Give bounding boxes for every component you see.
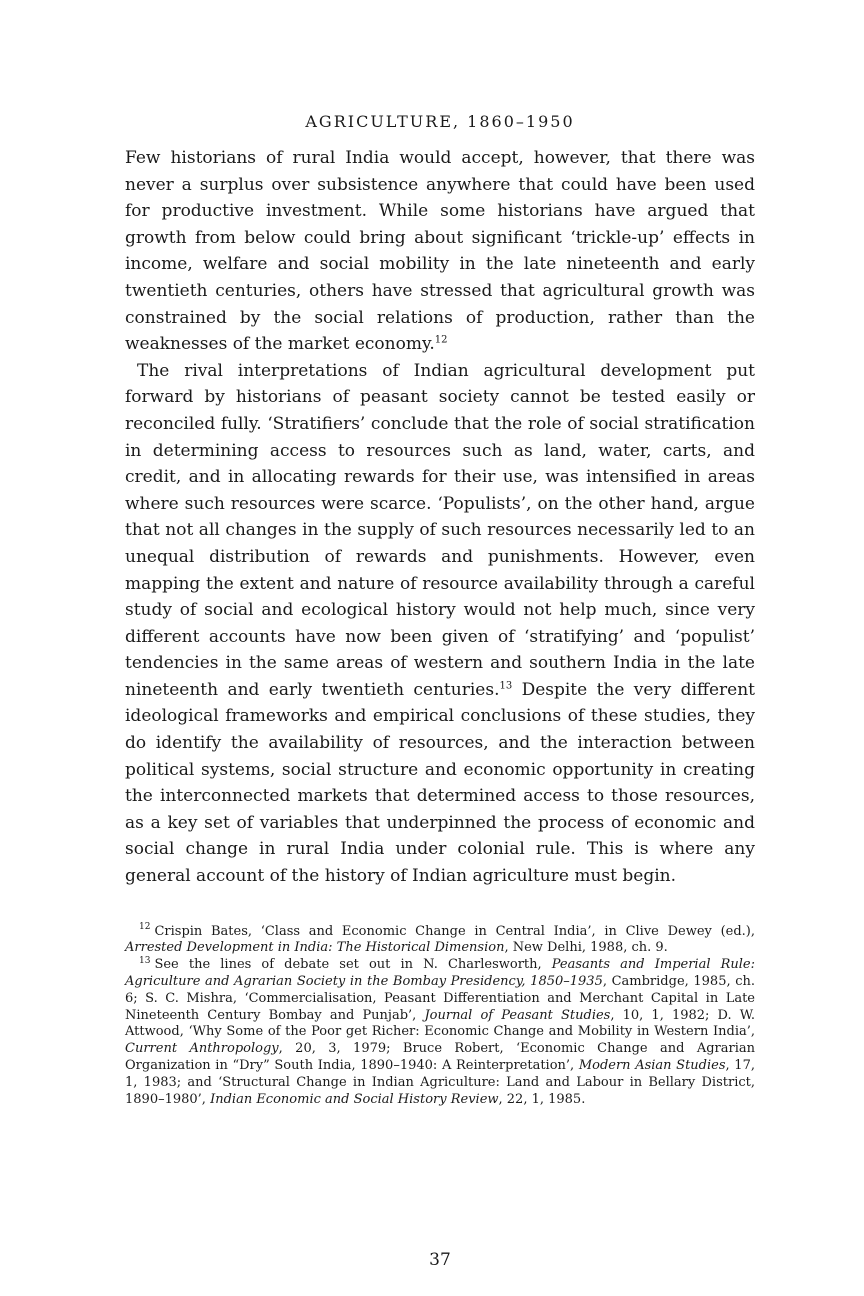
page [125, 112, 755, 1108]
footnote-title: Peasants and Imperial Rule: Agriculture and Agrarian Society in the Bombay Presidency, 1850–1935 [125, 957, 755, 990]
body-text [125, 145, 755, 890]
footnote-title: Indian Economic and Social History Review [210, 1091, 499, 1107]
paragraph-1-text: Few historians of rural India would accept, however, that there was never a surplus over subsistence anywhere that could have been used for productive investment. While some historians have argued that growth from below could bring about significant ‘trickle-up’ effects in income, welfare and social mobility in the late nineteenth and early twentieth centuries, others have stressed that agricultural growth was constrained by the social relations of production, rather than the weaknesses of the market economy. [125, 148, 755, 355]
paragraph-2 [125, 358, 755, 890]
paragraph-1 [125, 145, 755, 358]
footnote-12-number: 12 [139, 922, 151, 933]
note-ref-13[interactable]: 13 [499, 680, 513, 692]
footnote-title: Modern Asian Studies [578, 1058, 726, 1073]
footnote-text: See the lines of debate set out in N. Charlesworth, [154, 957, 552, 973]
note-ref-12[interactable]: 12 [434, 334, 448, 346]
footnote-text: , 17, 1, 1983; and ‘Structural Change in Indian Agriculture: Land and Labour in Bellary District, 1890–1980’, [125, 1058, 755, 1107]
footnote-text: , New Delhi, 1988, ch. 9. [504, 940, 668, 956]
footnote-title: Current Anthropology [125, 1041, 279, 1057]
footnote-title: Journal of Peasant Studies [424, 1007, 611, 1023]
footnote-text: , Cambridge, 1985, ch. 6; S. C. Mishra, ‘Commercialisation, Peasant Differentiation and Merchant Capital in Late Nineteenth Century Bombay and Punjab’, [125, 974, 755, 1023]
footnotes [125, 924, 755, 1109]
footnote-12 [125, 924, 755, 958]
running-head: AGRICULTURE, 1860–1950 [305, 112, 575, 131]
paragraph-2-text-b: Despite the very different ideological frameworks and empirical conclusions of these studies, they do identify the availability of resources, and the interaction between political systems, social structure and economic opportunity in creating the interconnected markets that determined access to those resources, as a key set of variables that underpinned the process of economic and social change in rural India under colonial rule. This is where any general account of the history of Indian agriculture must begin. [125, 679, 755, 887]
footnote-text: , 22, 1, 1985. [498, 1091, 586, 1107]
footnote-13 [125, 957, 755, 1108]
page-number: 37 [429, 1250, 451, 1270]
footnote-text: Crispin Bates, ‘Class and Economic Change in Central India’, in Clive Dewey (ed.), [154, 923, 755, 939]
footnote-13-number: 13 [139, 955, 151, 966]
footnote-text: , 10, 1, 1982; D. W. Attwood, ‘Why Some of the Poor get Richer: Economic Change and Mobility in Western India’, [125, 1007, 756, 1040]
footnote-title: Arrested Development in India: The Historical Dimension [125, 940, 505, 956]
paragraph-2-text-a: The rival interpretations of Indian agricultural development put forward by historians of peasant society cannot be tested easily or reconciled fully. ‘Stratifiers’ conclude that the role of social stratification in determining access to resources such as land, water, carts, and credit, and in allocating rewards for their use, was intensified in areas where such resources were scarce. ‘Populists’, on the other hand, argue that not all changes in the supply of such resources necessarily led to an unequal distribution of rewards and punishments. However, even mapping the extent and nature of resource availability through a careful study of social and ecological history would not help much, since very different accounts have now been given of ‘stratifying’ and ‘populist’ tendencies in the same areas of western and southern India in the late nineteenth and early twentieth centuries. [125, 360, 755, 700]
footnote-text: , 20, 3, 1979; Bruce Robert, ‘Economic Change and Agrarian Organization in “Dry” South India, 1890–1940: A Reinterpretation’, [125, 1041, 755, 1073]
